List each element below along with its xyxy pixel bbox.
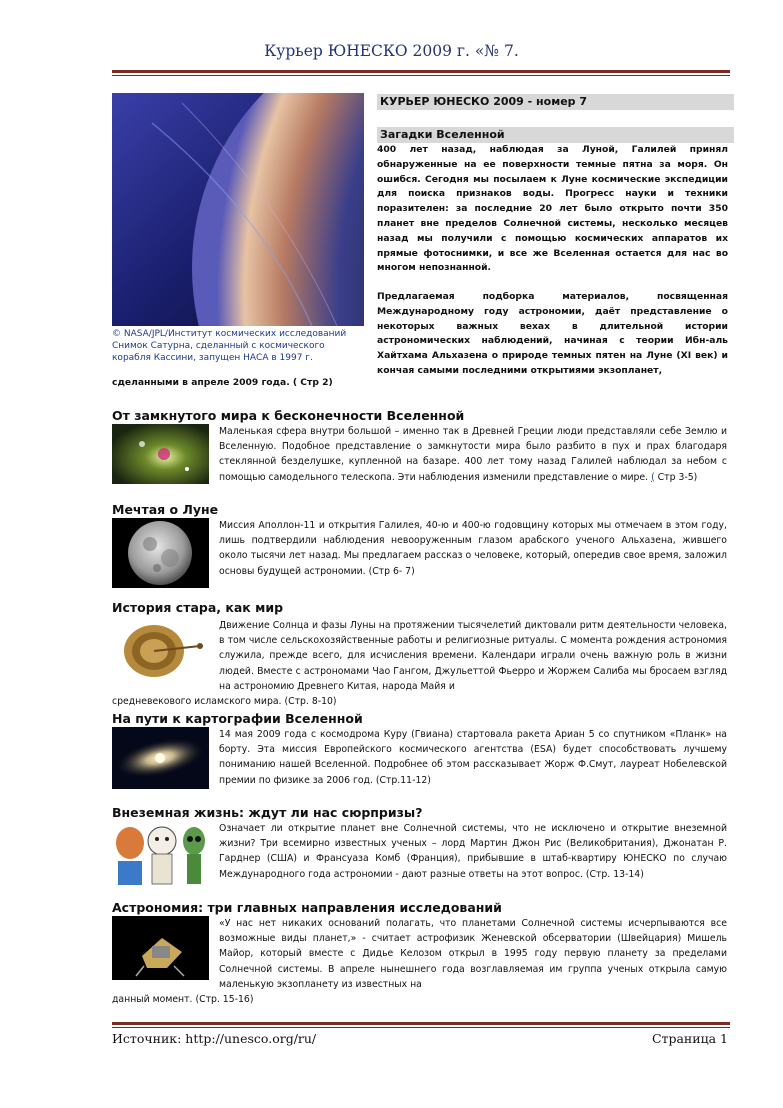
page-number: Страница 1 (651, 1031, 728, 1046)
section-title: На пути к картографии Вселенной (112, 711, 363, 726)
issue-title: КУРЬЕР ЮНЕСКО 2009 - номер 7 (377, 94, 734, 110)
header-rule (112, 70, 730, 73)
intro-paragraph-2: Предлагаемая подборка материалов, посвященная Международному году астрономии, даёт представление о некоторых важных вехах в длительной истории астрономических наблюдений, начиная с теории Ибн-аль Хайтхама Альхазена о природе темных пятен на Луне (XI век) и кончая самыми последними открытиями экзопланет, (377, 291, 728, 376)
section-title: Внеземная жизнь: ждут ли нас сюрпризы? (112, 805, 423, 820)
header-rule-thin (112, 75, 730, 76)
aliens-illustration (112, 821, 209, 891)
nebula-thumbnail (112, 424, 209, 484)
section-text: Миссия Аполлон-11 и открытия Галилея, 40-ю и 400-ю годовщину которых мы отмечаем в этом году, лишь подтвердили наблюдения невооруженным глазом арабского ученого Альхазена, жившего около тысячи лет назад. Мы предлагаем рассказ о человеке, который, опередив свое время, заложил основы будущей астрономии. (Стр 6- 7) (219, 520, 727, 577)
section-title: История стара, как мир (112, 600, 284, 615)
section-text: Маленькая сфера внутри большой – именно так в Древней Греции люди представляли себе Землю и Вселенную. Подобное представление о замкнутости мира было разбито в пух и прах благодаря стеклянной безделушке, купленной на базаре. 400 лет тому назад Галилей наблюдал за небом с помощью самодельного телескопа. Эти наблюдения изменили представление о мире. ( Стр 3-5) (219, 426, 727, 483)
page-header: Курьер ЮНЕСКО 2009 г. «№ 7. (264, 42, 519, 60)
section-title-mysteries: Загадки Вселенной (377, 127, 734, 143)
section-title: Астрономия: три главных направления исследований (112, 900, 502, 915)
caption-source: © NASA/JPL/Институт космических исследований (112, 329, 347, 339)
section-text-tail: данный момент. (Стр. 15-16) (112, 994, 254, 1005)
section-text: Движение Солнца и фазы Луны на протяжении тысячелетий диктовали ритм деятельности человека, в том числе сельскохозяйственные работы и религиозные ритуалы. С момента рождения астрономия служила, прежде всего, для исчисления времени. Календари играли очень важную роль в жизни людей. Вместе с астрономами Чао Гангом, Джульеттой Фьерро и Жоржем Салиба мы бросаем взгляд на астрономию Древнего Китая, народа Майя и (219, 620, 727, 692)
intro-paragraph-1: 400 лет назад, наблюдая за Луной, Галилей принял обнаруженные на ее поверхности темные пятна за моря. Он ошибся. Сегодня мы посылаем к Луне космические экспедиции для поиска признаков воды. Прогресс науки и техники поразителен: за последние 20 лет было открыто почти 350 планет вне пределов Солнечной системы, несколько месяцев назад мы получили с помощью космических аппаратов их прямые фотоснимки, и все же Вселенная остается для нас во многом непознанной. (377, 144, 728, 274)
footer-rule-thin (112, 1027, 730, 1028)
moon-thumbnail (112, 518, 209, 588)
section-text-tail: средневекового исламского мира. (Стр. 8-10) (112, 696, 337, 707)
section-text: 14 мая 2009 года с космодрома Куру (Гвиана) стартовала ракета Ариан 5 со спутником «Планк» на борту. Эта миссия Европейского космического агентства (ESA) будет способствовать лучшему пониманию нашей Вселенной. Подробнее об этом рассказывает Жорж Ф.Смут, лауреат Нобелевской премии по физике за 2006 год. (Стр.11-12) (219, 729, 727, 786)
caption-text: Снимок Сатурна, сделанный с космического корабля Кассини, запущен НАСА в 1997 г. (112, 341, 325, 363)
section-text: «У нас нет никаких оснований полагать, что планетами Солнечной системы исчерпываются все возможные виды планет,» - считает астрофизик Женевской обсерватории (Швейцария) Мишель Майор, который вместе с Дидье Келозом открыл в 1995 году первую планету за пределами Солнечной системы. В апреле нынешнего года возглавляемая им группа ученых открыла самую маленькую экзопланету из известных на (219, 918, 727, 990)
galaxy-thumbnail (112, 727, 209, 789)
astrolabe-thumbnail (112, 618, 209, 680)
lunar-module-thumbnail (112, 916, 209, 980)
image-caption (112, 328, 366, 364)
section-title: Мечтая о Луне (112, 502, 219, 517)
footer-rule (112, 1022, 730, 1025)
footer-source: Источник: http://unesco.org/ru/ (112, 1031, 317, 1046)
section-text: Означает ли открытие планет вне Солнечной системы, что не исключено и открытие внеземной жизни? Три всемирно известных ученых – лорд Мартин Джон Рис (Великобритания), Джонатан Р. Гарднер (США) и Франсуаза Комб (Франция), прибывшие в штаб-квартиру ЮНЕСКО по случаю Международного года астрономии - дают разные ответы на этот вопрос. (Стр. 13-14) (219, 823, 727, 880)
section-title: От замкнутого мира к бесконечности Вселенной (112, 408, 465, 423)
saturn-image (112, 93, 364, 326)
page-link[interactable]: ( (651, 471, 655, 483)
intro-tail: сделанными в апреле 2009 года. ( Стр 2) (112, 377, 333, 388)
